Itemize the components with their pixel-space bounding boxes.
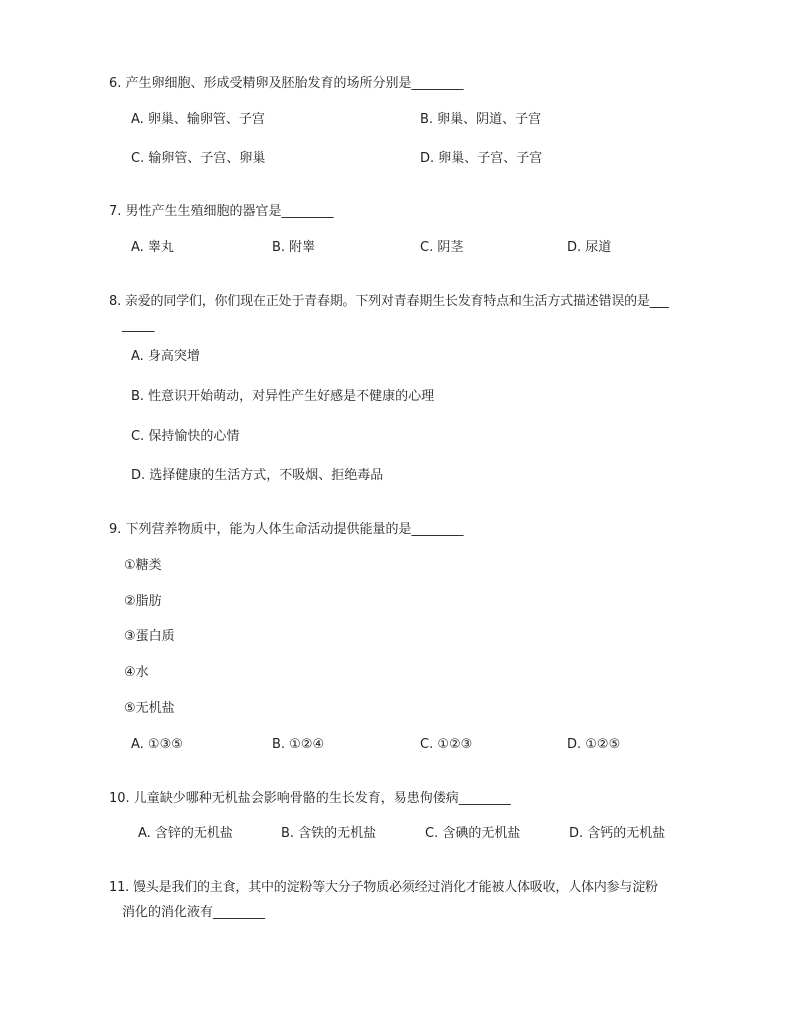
question-7-stem: 7. 男性产生生殖细胞的器官是________	[109, 204, 334, 219]
question-8-stem-line1: 8. 亲爱的同学们，你们现在正处于青春期。下列对青春期生长发育特点和生活方式描述错误的是___	[109, 294, 669, 309]
question-6-stem: 6. 产生卵细胞、形成受精卵及胚胎发育的场所分别是________	[109, 76, 464, 91]
question-6-option-d[interactable]: D. 卵巢、子宫、子宫	[420, 151, 543, 166]
question-9-item-3: ③蛋白质	[124, 629, 175, 644]
question-11-stem-line2: 消化的消化液有________	[122, 905, 266, 920]
question-9-item-1: ①糖类	[124, 558, 162, 573]
question-9-item-5: ⑤无机盐	[124, 701, 175, 716]
question-8-option-b[interactable]: B. 性意识开始萌动，对异性产生好感是不健康的心理	[131, 389, 435, 404]
question-10-option-d[interactable]: D. 含钙的无机盐	[569, 826, 666, 841]
question-7-option-b[interactable]: B. 附睾	[272, 240, 316, 255]
question-10-stem: 10. 儿童缺少哪种无机盐会影响骨骼的生长发育，易患佝偻病________	[109, 791, 511, 806]
question-8-stem-line2: _____	[122, 318, 155, 333]
question-11-stem-line1: 11. 馒头是我们的主食，其中的淀粉等大分子物质必须经过消化才能被人体吸收，人体内参与淀粉	[109, 880, 658, 895]
question-6-option-c[interactable]: C. 输卵管、子宫、卵巢	[131, 151, 266, 166]
question-7-option-c[interactable]: C. 阴茎	[420, 240, 464, 255]
question-9-stem: 9. 下列营养物质中，能为人体生命活动提供能量的是________	[109, 522, 464, 537]
question-6-option-a[interactable]: A. 卵巢、输卵管、子宫	[131, 112, 265, 127]
question-9-option-d[interactable]: D. ①②⑤	[567, 737, 621, 752]
question-7-option-a[interactable]: A. 睾丸	[131, 240, 174, 255]
question-9-item-2: ②脂肪	[124, 594, 162, 609]
question-6-option-b[interactable]: B. 卵巢、阴道、子宫	[420, 112, 542, 127]
question-10-option-a[interactable]: A. 含锌的无机盐	[138, 826, 233, 841]
question-8-option-c[interactable]: C. 保持愉快的心情	[131, 429, 240, 444]
question-9-item-4: ④水	[124, 665, 149, 680]
question-9-option-b[interactable]: B. ①②④	[272, 737, 325, 752]
question-10-option-c[interactable]: C. 含碘的无机盐	[425, 826, 521, 841]
question-9-option-c[interactable]: C. ①②③	[420, 737, 473, 752]
question-7-option-d[interactable]: D. 尿道	[567, 240, 612, 255]
question-9-option-a[interactable]: A. ①③⑤	[131, 737, 183, 752]
question-8-option-d[interactable]: D. 选择健康的生活方式，不吸烟、拒绝毒品	[131, 468, 384, 483]
question-8-option-a[interactable]: A. 身高突增	[131, 349, 200, 364]
question-10-option-b[interactable]: B. 含铁的无机盐	[281, 826, 377, 841]
